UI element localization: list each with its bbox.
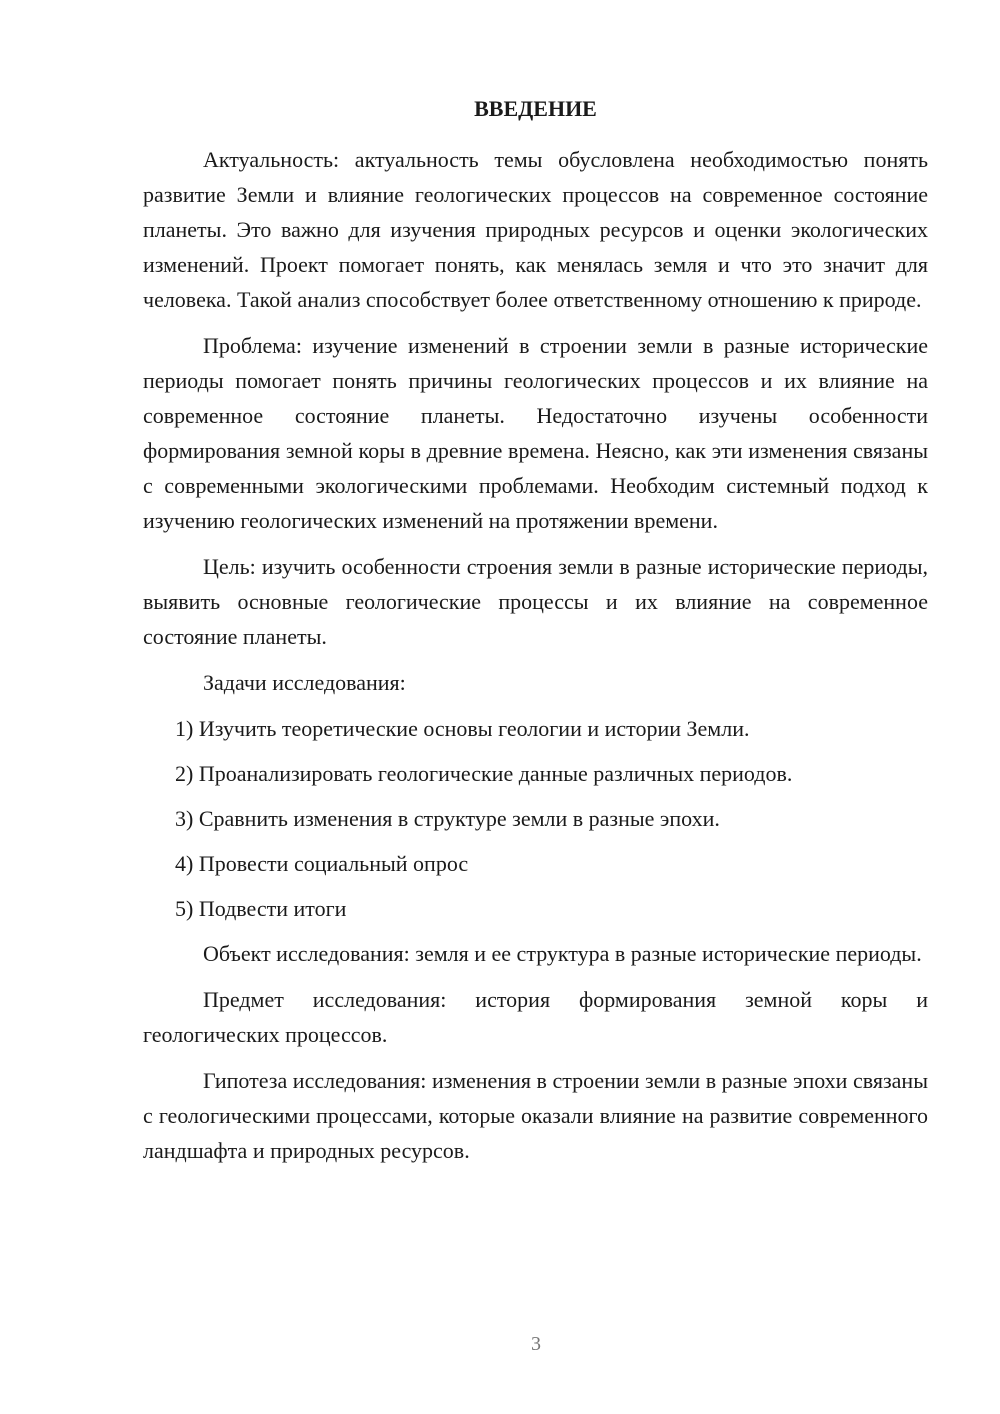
list-item: 1) Изучить теоретические основы геологии и истории Земли.	[175, 716, 750, 741]
hypothesis-paragraph: Гипотеза исследования: изменения в строении земли в разные эпохи связаны с геологическими процессами, которые оказали влияние на развитие современного ландшафта и природных ресурсов.	[143, 1068, 928, 1163]
tasks-list	[143, 711, 928, 926]
list-item: 3) Сравнить изменения в структуре земли в разные эпохи.	[175, 806, 720, 831]
goal-paragraph: Цель: изучить особенности строения земли в разные исторические периоды, выявить основные геологические процессы и их влияние на современное состояние планеты.	[143, 554, 928, 649]
relevance-paragraph: Актуальность: актуальность темы обусловлена необходимостью понять развитие Земли и влияние геологических процессов на современное состояние планеты. Это важно для изучения природных ресурсов и оценки экологических изменений. Проект помогает понять, как менялась земля и что это значит для человека. Такой анализ способствует более ответственному отношению к природе.	[143, 147, 928, 312]
object-paragraph: Объект исследования: земля и ее структура в разные исторические периоды.	[203, 941, 922, 966]
problem-paragraph: Проблема: изучение изменений в строении земли в разные исторические периоды помогает понять причины геологических процессов и их влияние на современное состояние планеты. Недостаточно изучены особенности формирования земной коры в древние времена. Неясно, как эти изменения связаны с современными экологическими проблемами. Необходим системный подход к изучению геологических изменений на протяжении времени.	[143, 333, 928, 533]
subject-paragraph: Предмет исследования: история формирования земной коры и геологических процессов.	[143, 987, 928, 1047]
document-page	[143, 94, 928, 1179]
tasks-heading: Задачи исследования:	[203, 670, 406, 695]
list-item: 4) Провести социальный опрос	[175, 851, 469, 876]
list-item: 2) Проанализировать геологические данные различных периодов.	[175, 761, 793, 786]
list-item: 5) Подвести итоги	[175, 896, 347, 921]
page-number: 3	[531, 1333, 541, 1355]
page-title: ВВЕДЕНИЕ	[474, 96, 597, 121]
